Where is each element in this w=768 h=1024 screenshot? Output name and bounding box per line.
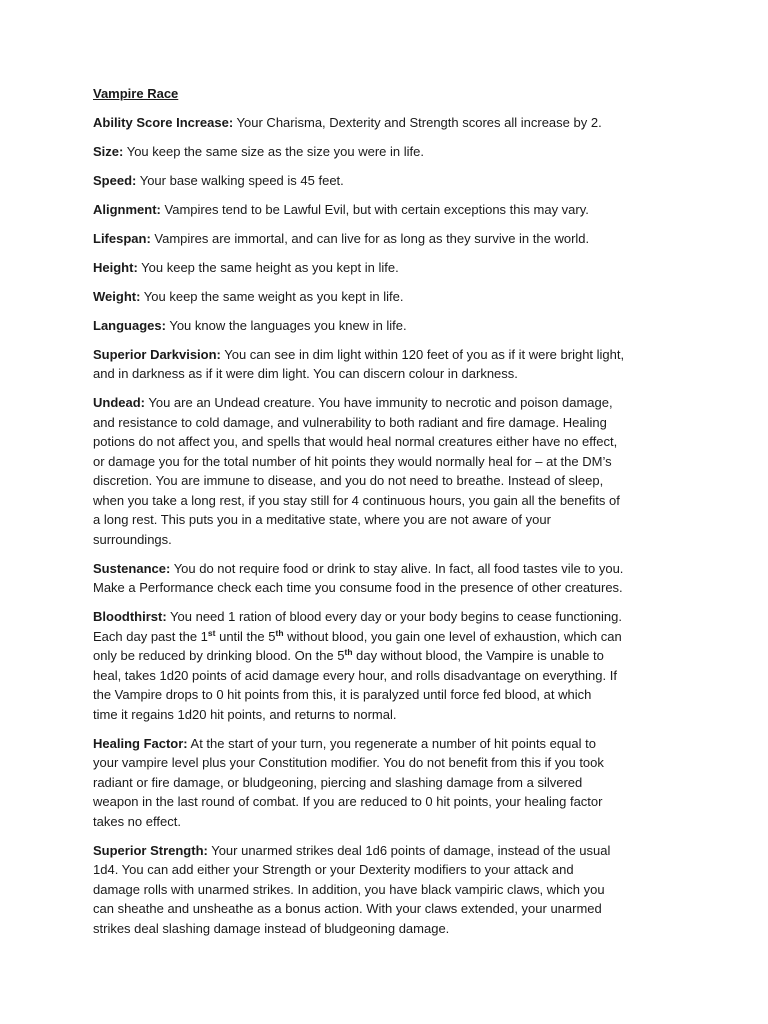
entry-text: You keep the same weight as you kept in life. (140, 288, 404, 304)
entry-text: At the start of your turn, you regenerate a number of hit points equal to (187, 735, 596, 751)
entry-line: damage rolls with unarmed strikes. In addition, you have black vampiric claws, which you (93, 881, 605, 897)
entry-term: Height: (93, 259, 138, 275)
entry-text: only be reduced by drinking blood. On the 5 (93, 648, 345, 663)
entry-text: You keep the same height as you kept in life. (137, 259, 399, 275)
entry-text: Your unarmed strikes deal 1d6 points of damage, instead of the usual (207, 842, 611, 858)
entry-term: Ability Score Increase: (93, 114, 234, 130)
entry-line (93, 287, 683, 307)
entry-healing-factor (93, 734, 683, 832)
entry-ability-score-increase (93, 113, 683, 133)
entry-line: potions do not affect you, and spells that would heal normal creatures either have no effect, (93, 434, 618, 449)
entry-line (93, 113, 683, 133)
entry-line: and in darkness as if it were dim light. You can discern colour in darkness. (93, 366, 518, 381)
entry-line: a long rest. This puts you in a meditative state, where you are not aware of your (93, 512, 551, 527)
entry-line (93, 627, 683, 647)
entry-line (93, 646, 683, 666)
entry-term: Speed: (93, 172, 137, 188)
entry-line (93, 841, 683, 861)
entry-text: You keep the same size as the size you were in life. (123, 143, 424, 159)
entry-line: time it regains 1d20 hit points, and returns to normal. (93, 706, 397, 722)
entry-term: Undead: (93, 395, 145, 410)
entry-line: or damage you for the total number of hit points they would normally heal for – at the DM’s (93, 453, 612, 469)
entry-line: your vampire level plus your Constitution modifier. You do not benefit from this if you took (93, 755, 604, 770)
entry-line: weapon in the last round of combat. If you are reduced to 0 hit points, your healing factor (93, 794, 603, 809)
entry-weight (93, 287, 683, 307)
entry-term: Bloodthirst: (93, 609, 167, 624)
entry-line: heal, takes 1d20 points of acid damage every hour, and rolls disadvantage on everything. If (93, 667, 617, 683)
entry-line (93, 258, 683, 278)
entry-line: when you take a long rest, if you stay still for 4 continuous hours, you gain all the benefits of (93, 492, 620, 508)
entry-line: radiant or fire damage, or bludgeoning, piercing and slashing damage from a silvered (93, 774, 583, 790)
entry-text: day without blood, the Vampire is unable to (352, 648, 604, 663)
entry-text: Each day past the 1 (93, 628, 208, 644)
document-title: Vampire Race (93, 86, 179, 101)
entry-line: can sheathe and unsheathe as a bonus action. With your claws extended, your unarmed (93, 901, 602, 916)
entry-sustenance (93, 559, 683, 598)
ordinal-suffix: st (207, 627, 216, 638)
entry-term: Languages: (93, 317, 166, 333)
entry-term: Size: (93, 143, 124, 159)
entry-line: Make a Performance check each time you consume food in the presence of other creatures. (93, 580, 623, 595)
entry-term: Sustenance: (93, 560, 171, 576)
entry-text: You can see in dim light within 120 feet of you as if it were bright light, (220, 346, 625, 362)
entry-size (93, 142, 683, 162)
entry-line (93, 393, 683, 413)
entry-line (93, 345, 683, 365)
entry-text: You know the languages you knew in life. (165, 317, 407, 333)
entry-line (93, 734, 683, 754)
entry-text: Your Charisma, Dexterity and Strength scores all increase by 2. (233, 114, 602, 130)
entry-line: the Vampire drops to 0 hit points from this, it is paralyzed until force fed blood, at which (93, 687, 592, 702)
entry-term: Alignment: (93, 201, 161, 217)
entry-speed (93, 171, 683, 191)
entry-line: takes no effect. (93, 813, 181, 829)
entry-line (93, 200, 683, 220)
entry-text: You are an Undead creature. You have immunity to necrotic and poison damage, (145, 395, 613, 410)
entry-line (93, 607, 683, 627)
entry-bloodthirst (93, 607, 683, 724)
entry-term: Superior Darkvision: (93, 346, 221, 362)
entry-term: Healing Factor: (93, 735, 188, 751)
entry-text: Vampires tend to be Lawful Evil, but with certain exceptions this may vary. (160, 201, 589, 217)
entry-line: strikes deal slashing damage instead of bludgeoning damage. (93, 920, 450, 936)
entry-line (93, 171, 683, 191)
entry-line (93, 142, 683, 162)
ordinal-suffix: th (275, 627, 284, 638)
entry-languages (93, 316, 683, 336)
entry-text: Vampires are immortal, and can live for as long as they survive in the world. (150, 230, 590, 246)
entry-line: surroundings. (93, 531, 172, 547)
document-page (93, 84, 683, 948)
entry-lifespan (93, 229, 683, 249)
entry-superior-darkvision (93, 345, 683, 384)
entry-line (93, 559, 683, 579)
entry-text: You need 1 ration of blood every day or your body begins to cease functioning. (166, 609, 622, 624)
entry-line (93, 229, 683, 249)
entry-text: until the 5 (215, 628, 276, 644)
ordinal-suffix: th (344, 647, 353, 657)
entry-text: You do not require food or drink to stay alive. In fact, all food tastes vile to you. (170, 560, 624, 576)
entry-undead (93, 393, 683, 549)
entry-alignment (93, 200, 683, 220)
entry-line: 1d4. You can add either your Strength or your Dexterity modifiers to your attack and (93, 862, 574, 877)
entry-height (93, 258, 683, 278)
entry-line: discretion. You are immune to disease, and you do not need to breathe. Instead of sleep, (93, 473, 604, 488)
entry-term: Superior Strength: (93, 842, 208, 858)
entry-text: without blood, you gain one level of exhaustion, which can (283, 628, 622, 644)
entry-term: Lifespan: (93, 230, 151, 246)
entry-line (93, 316, 683, 336)
entry-line: and resistance to cold damage, and vulnerability to both radiant and fire damage. Healing (93, 414, 607, 430)
entry-text: Your base walking speed is 45 feet. (136, 172, 344, 188)
entry-term: Weight: (93, 288, 141, 304)
entry-superior-strength (93, 841, 683, 939)
